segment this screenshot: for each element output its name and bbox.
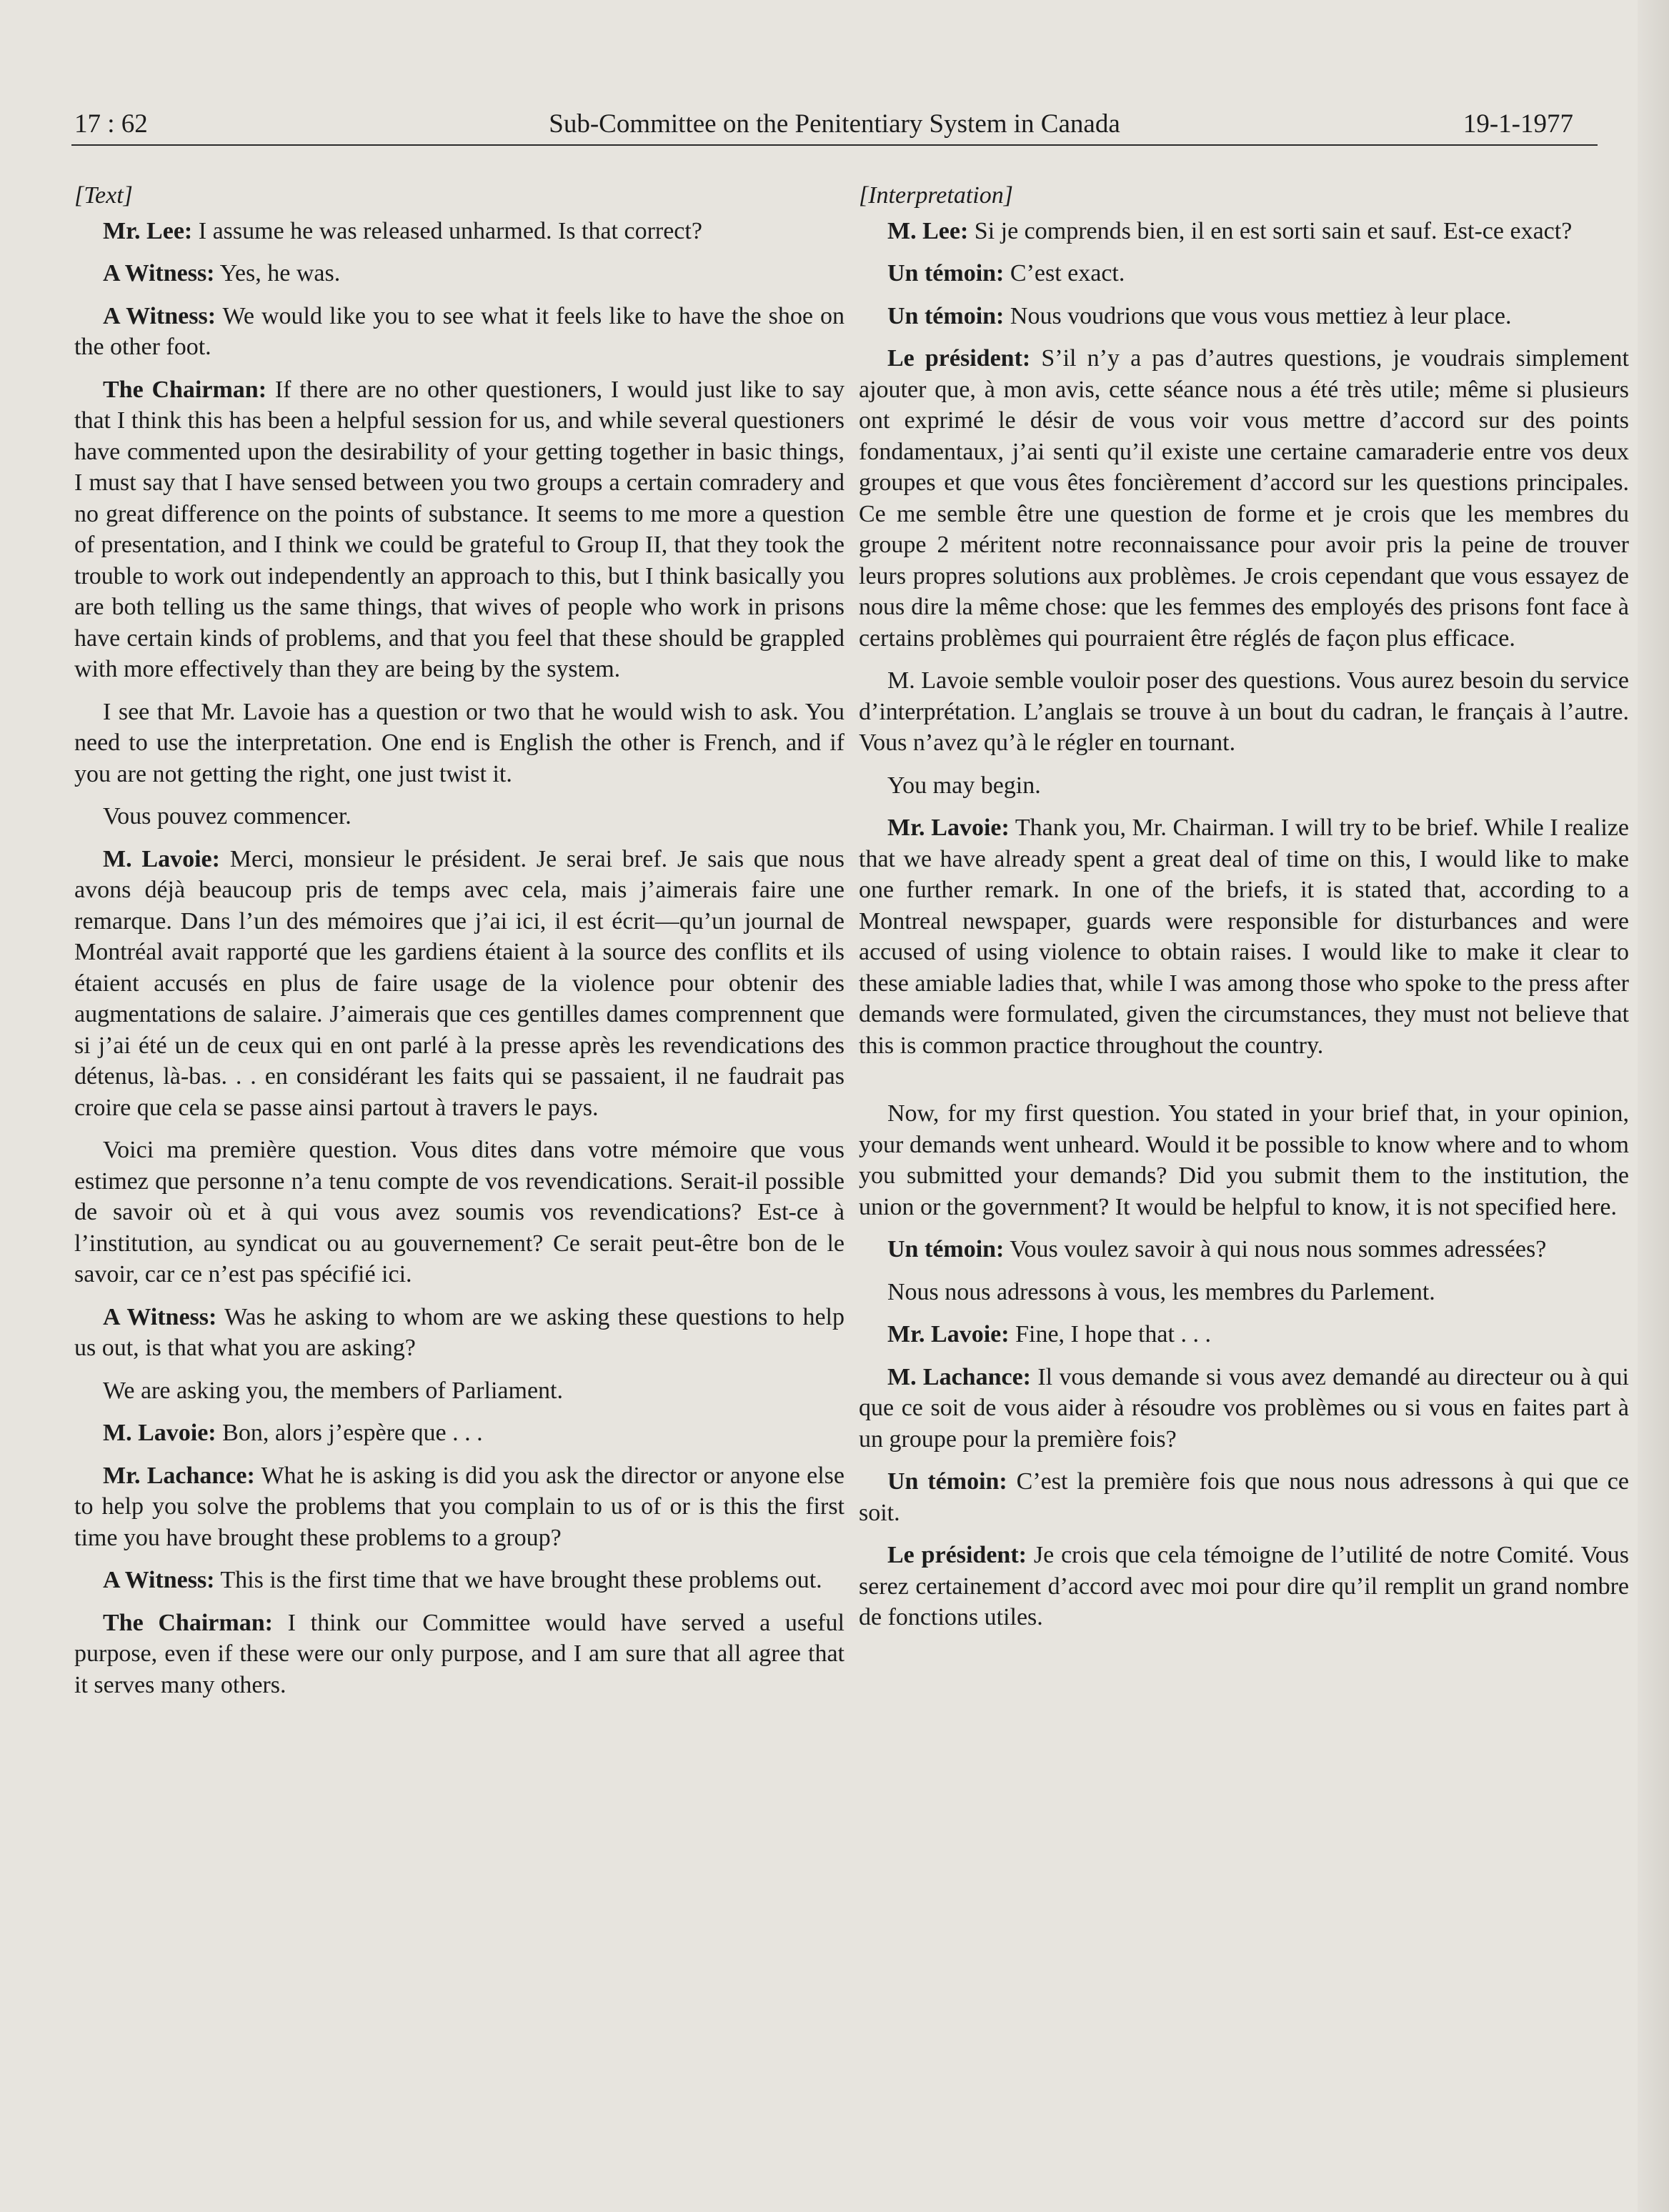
paragraph-text: Now, for my first question. You stated in your brief that, in your opinion, your demands went unheard. Would it be possible to know where and to whom you submitted your demands? Did you submit them to the institution, the union or the government? It would be helpful to know, it is not specified here. bbox=[859, 1100, 1629, 1220]
paragraph bbox=[859, 1234, 1629, 1265]
paragraph-text: Yes, he was. bbox=[214, 260, 341, 287]
paragraph-text: I assume he was released unharmed. Is that correct? bbox=[192, 217, 702, 244]
paragraph-text: Nous voudrions que vous vous mettiez à leur place. bbox=[1004, 302, 1512, 329]
paragraph bbox=[74, 844, 845, 1124]
french-column bbox=[859, 180, 1629, 1645]
paragraph bbox=[859, 1319, 1629, 1350]
paragraph bbox=[74, 1565, 845, 1596]
paragraph-text: Was he asking to whom are we asking these questions to help us out, is that what you are asking? bbox=[74, 1303, 845, 1361]
page-edge-shadow bbox=[1638, 0, 1669, 2212]
english-column bbox=[74, 180, 845, 1712]
speaker-name: M. Lee: bbox=[887, 217, 969, 244]
section-tag-interpretation: [Interpretation] bbox=[859, 182, 1013, 209]
paragraph-text: Thank you, Mr. Chairman. I will try to be brief. While I realize that we have already spent a great deal of time on this, I would like to make one further remark. In one of the briefs, it is stated that, according to a Montreal newspaper, guards were responsible for disturbances and were accused of using violence to obtain raises. I would like to make it clear to these amiable ladies that, while I was among those who spoke to the press after demands were formulated, given the circumstances, they must not believe that this is common practice throughout the country. bbox=[859, 814, 1629, 1059]
paragraph bbox=[74, 1302, 845, 1364]
paragraph bbox=[859, 1277, 1629, 1308]
paragraph-text: We are asking you, the members of Parliament. bbox=[103, 1377, 564, 1404]
header-rule bbox=[71, 144, 1598, 146]
paragraph-text: What he is asking is did you ask the director or anyone else to help you solve the problems that you complain to us of or is this the first time you have brought these problems to a group? bbox=[74, 1462, 845, 1551]
paragraph bbox=[74, 1460, 845, 1554]
paragraph-text: S’il n’y a pas d’autres questions, je voudrais simplement ajouter que, à mon avis, cette séance nous a été très utile; même si plusieurs ont exprimé le désir de vous voir vous mettre d’accord sur des points fondamentaux, j’ai senti qu’il existe une certaine camaraderie entre vos deux groupes et que vous êtes foncièrement d’accord sur les questions principales. Ce me semble être une question de forme et je crois que les membres du groupe 2 méritent notre reconnaissance pour avoir pris la peine de trouver leurs propres solutions aux problèmes. Je crois cependant que vous essayez de nous dire la même chose: que les femmes des employés des prisons font face à certains problèmes qui pourraient être réglés de façon plus efficace. bbox=[859, 345, 1629, 652]
paragraph bbox=[74, 1135, 845, 1290]
speaker-name: Un témoin: bbox=[887, 1468, 1007, 1495]
paragraph-text: Bon, alors j’espère que . . . bbox=[216, 1420, 483, 1446]
paragraph-text: I see that Mr. Lavoie has a question or two that he would wish to ask. You need to use the interpretation. One end is English the other is French, and if you are not getting the right, one just twist it. bbox=[74, 698, 845, 787]
paragraph-text: C’est la première fois que nous nous adressons à qui que ce soit. bbox=[859, 1468, 1629, 1526]
paragraph-text: Vous voulez savoir à qui nous nous sommes adressées? bbox=[1004, 1236, 1547, 1262]
paragraph-text: Il vous demande si vous avez demandé au directeur ou à qui que ce soit de vous aider à résoudre vos problèmes ou si vous en faites part à un groupe pour la première fois? bbox=[859, 1363, 1629, 1453]
paragraph bbox=[859, 1466, 1629, 1528]
page-number: 17 : 62 bbox=[74, 109, 148, 139]
paragraph-text: Si je comprends bien, il en est sorti sain et sauf. Est-ce exact? bbox=[968, 217, 1573, 244]
paragraph bbox=[74, 216, 845, 247]
speaker-name: A Witness: bbox=[103, 260, 215, 287]
paragraph bbox=[859, 343, 1629, 654]
paragraph bbox=[859, 1540, 1629, 1633]
paragraph-text: C’est exact. bbox=[1004, 260, 1125, 287]
speaker-name: M. Lachance: bbox=[887, 1363, 1032, 1390]
speaker-name: Un témoin: bbox=[887, 1236, 1005, 1262]
paragraph bbox=[859, 812, 1629, 1061]
speaker-name: Mr. Lee: bbox=[103, 217, 193, 244]
speaker-name: The Chairman: bbox=[103, 1609, 273, 1636]
paragraph-text: Merci, monsieur le président. Je serai bref. Je sais que nous avons déjà beaucoup pris de temps avec cela, mais j’aimerais faire une remarque. Dans l’un des mémoires que j’ai ici, il est écrit—qu’un journal de Montréal avait rapporté que les gardiens étaient à la source des conflits et ils étaient accusés en plus de faire usage de la violence pour obtenir des augmentations de salaire. J’aimerais que ces gentilles dames comprennent que si j’ai été un de ceux qui en ont parlé à la presse après les revendications des détenus, là-bas. . . en considérant les faits qui se passaient, il ne faudrait pas croire que cela se passe ainsi partout à travers le pays. bbox=[74, 845, 845, 1121]
paragraph bbox=[74, 1418, 845, 1449]
paragraph-text: You may begin. bbox=[887, 772, 1041, 799]
document-date: 19-1-1977 bbox=[1463, 109, 1573, 139]
section-tag-text: [Text] bbox=[74, 182, 133, 209]
paragraph bbox=[859, 216, 1629, 247]
paragraph bbox=[74, 258, 845, 289]
paragraph bbox=[74, 374, 845, 685]
speaker-name: A Witness: bbox=[103, 1567, 215, 1593]
speaker-name: Un témoin: bbox=[887, 260, 1005, 287]
paragraph bbox=[859, 1098, 1629, 1222]
paragraph bbox=[859, 665, 1629, 759]
speaker-name: M. Lavoie: bbox=[103, 845, 220, 872]
running-header bbox=[71, 107, 1598, 150]
speaker-name: M. Lavoie: bbox=[103, 1420, 216, 1446]
paragraph-text: Je crois que cela témoigne de l’utilité de notre Comité. Vous serez certainement d’accord avec moi pour dire qu’il remplit un grand nombre de fonctions utiles. bbox=[859, 1542, 1629, 1630]
paragraph-text: M. Lavoie semble vouloir poser des questions. Vous aurez besoin du service d’interprétation. L’anglais se trouve à un bout du cadran, le français à l’autre. Vous n’avez qu’à le régler en tournant. bbox=[859, 667, 1629, 756]
paragraph bbox=[859, 301, 1629, 332]
paragraph-text: I think our Committee would have served a useful purpose, even if these were our only purpose, and I am sure that all agree that it serves many others. bbox=[74, 1609, 845, 1698]
paragraph bbox=[859, 1362, 1629, 1455]
speaker-name: Mr. Lavoie: bbox=[887, 1321, 1010, 1347]
paragraph bbox=[74, 301, 845, 363]
paragraph bbox=[74, 1608, 845, 1701]
speaker-name: Mr. Lachance: bbox=[103, 1462, 255, 1489]
paragraph-text: This is the first time that we have brought these problems out. bbox=[214, 1567, 822, 1593]
paragraph bbox=[859, 258, 1629, 289]
speaker-name: Le président: bbox=[887, 1542, 1027, 1568]
document-title: Sub-Committee on the Penitentiary System in Canada bbox=[549, 109, 1120, 139]
paragraph-text: We would like you to see what it feels like to have the shoe on the other foot. bbox=[74, 302, 845, 360]
speaker-name: The Chairman: bbox=[103, 376, 267, 403]
paragraph-text: Vous pouvez commencer. bbox=[103, 803, 352, 830]
speaker-name: A Witness: bbox=[103, 302, 216, 329]
paragraph-text: If there are no other questioners, I would just like to say that I think this has been a helpful session for us, and while several questioners have commented upon the desirability of your getting together in basic things, I must say that I have sensed between you two groups a certain comradery and no great difference on the points of substance. It seems to me more a question of presentation, and I think we could be grateful to Group II, that they took the trouble to work out independently an approach to this, but I think basically you are both telling us the same things, that wives of people who work in prisons have certain kinds of problems, and that you feel that these should be grappled with more effectively than they are being by the system. bbox=[74, 376, 845, 682]
paragraph bbox=[74, 801, 845, 832]
speaker-name: A Witness: bbox=[103, 1303, 217, 1330]
paragraph-text: Voici ma première question. Vous dites dans votre mémoire que vous estimez que personne n’a tenu compte de vos revendications. Serait-il possible de savoir où et à qui vous avez soumis vos revendications? Est-ce à l’institution, au syndicat ou au gouvernement? Ce serait peut-être bon de le savoir, car ce n’est pas spécifié ici. bbox=[74, 1137, 845, 1287]
paragraph bbox=[74, 1375, 845, 1407]
paragraph-text: Nous nous adressons à vous, les membres du Parlement. bbox=[887, 1278, 1435, 1305]
paragraph bbox=[859, 770, 1629, 802]
paragraph-text: Fine, I hope that . . . bbox=[1009, 1321, 1211, 1347]
speaker-name: Un témoin: bbox=[887, 302, 1005, 329]
speaker-name: Mr. Lavoie: bbox=[887, 814, 1010, 841]
speaker-name: Le président: bbox=[887, 345, 1031, 372]
paragraph bbox=[74, 697, 845, 790]
